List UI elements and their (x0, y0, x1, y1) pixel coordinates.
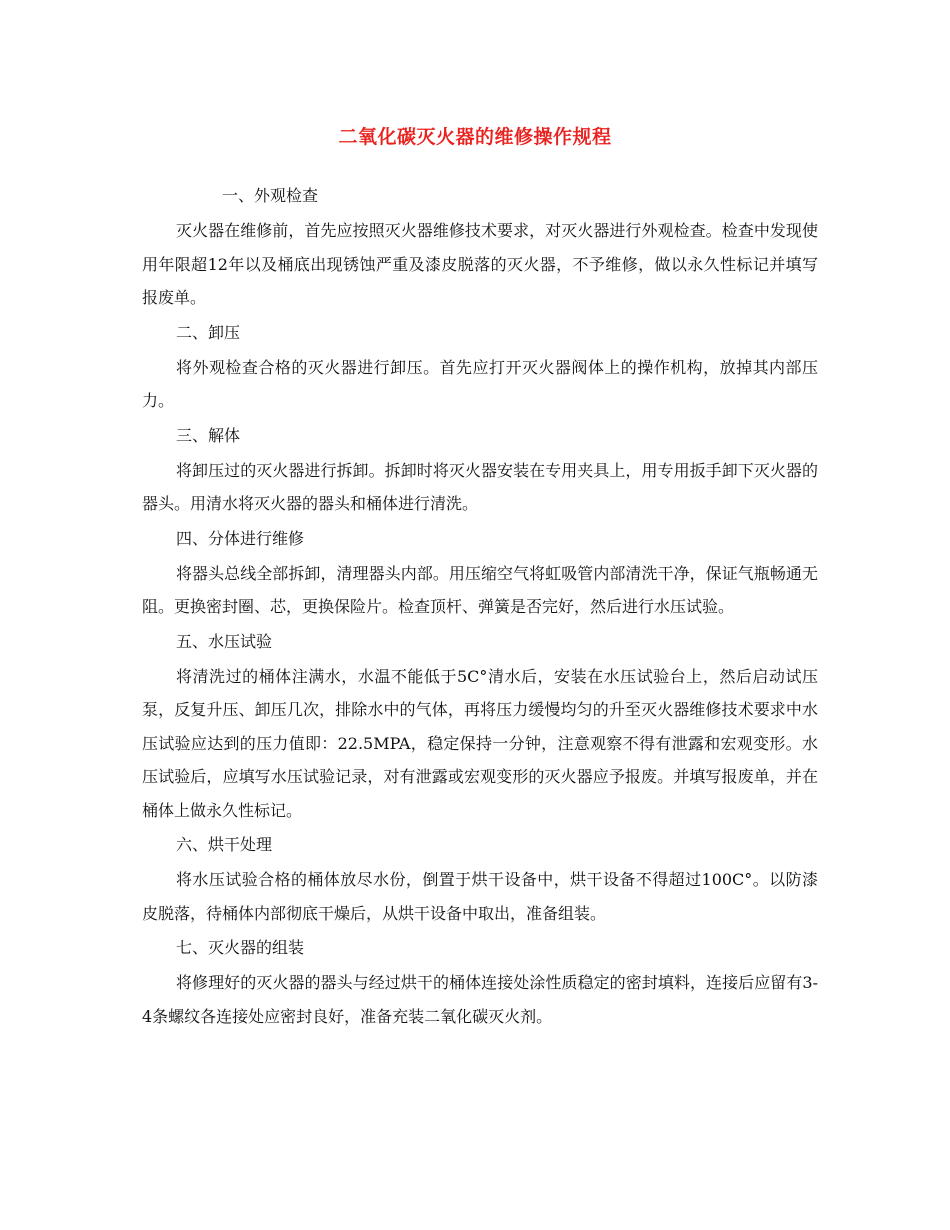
section-heading-pressure-release: 二、卸压 (176, 322, 241, 342)
section-heading-assembly: 七、灭火器的组装 (176, 938, 305, 957)
section-paragraph-component-repair: 将器头总线全部拆卸，清理器头内部。用压缩空气将虹吸管内部清洗干净，保证气瓶畅通无阻。更换密封圈、芯，更换保险片。检查顶杆、弹簧是否完好，然后进行水压试验。 (142, 563, 818, 616)
section-heading-component-repair: 四、分体进行维修 (176, 528, 305, 548)
section-paragraph-disassembly: 将卸压过的灭火器进行拆卸。拆卸时将灭火器安装在专用夹具上，用专用扳手卸下灭火器的器头。用清水将灭火器的器头和桶体进行清洗。 (142, 460, 818, 513)
section-heading-hydrostatic-test: 五、水压试验 (176, 631, 273, 651)
section-paragraph-appearance-check: 灭火器在维修前，首先应按照灭火器维修技术要求，对灭火器进行外观检查。检查中发现使用年限超12年以及桶底出现锈蚀严重及漆皮脱落的灭火器，不予维修，做以永久性标记并填写报废单。 (142, 221, 818, 307)
section-paragraph-hydrostatic-test: 将清洗过的桶体注满水，水温不能低于5C°清水后，安装在水压试验台上，然后启动试压泵，反复升压、卸压几次，排除水中的气体，再将压力缓慢均匀的升至灭火器维修技术要求中水压试验应达到的压力值即：22.5MPA，稳定保持一分钟，注意观察不得有泄露和宏观变形。水压试验后，应填写水压试验记录，对有泄露或宏观变形的灭火器应予报废。并填写报废单，并在桶体上做永久性标记。 (142, 666, 818, 820)
section-paragraph-pressure-release: 将外观检查合格的灭火器进行卸压。首先应打开灭火器阀体上的操作机构，放掉其内部压力。 (142, 357, 818, 410)
section-heading-drying: 六、烘干处理 (176, 835, 273, 854)
document-title: 二氧化碳灭火器的维修操作规程 (338, 126, 612, 148)
document-body (142, 180, 818, 1035)
section-heading-disassembly: 三、解体 (176, 425, 241, 445)
section-heading-appearance-check: 一、外观检查 (222, 186, 319, 205)
section-paragraph-drying: 将水压试验合格的桶体放尽水份，倒置于烘干设备中，烘干设备不得超过100C°。以防漆皮脱落，待桶体内部彻底干燥后，从烘干设备中取出，准备组装。 (142, 870, 818, 923)
section-paragraph-assembly: 将修理好的灭火器的器头与经过烘干的桶体连接处涂性质稳定的密封填料，连接后应留有3-4条螺纹各连接处应密封良好，准备充装二氧化碳灭火剂。 (142, 973, 818, 1026)
